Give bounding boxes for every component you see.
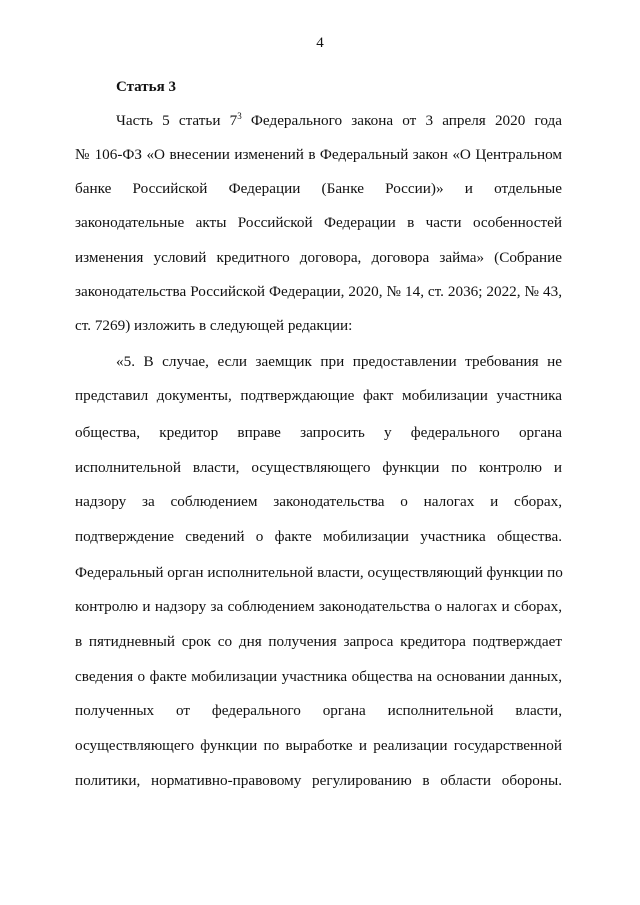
paragraph-line: «5. В случае, если заемщик при предоставлении требования не [116,353,562,370]
paragraph-line: осуществляющего функции по выработке и реализации государственной [75,737,562,754]
paragraph-line: полученных от федерального органа исполнительной власти, [75,702,562,719]
article-title: Статья 3 [116,79,176,95]
paragraph-line: политики, нормативно-правовому регулированию в области обороны. [75,772,562,789]
paragraph-line: законодательные акты Российской Федерации в части особенностей [75,214,562,231]
paragraph-line: контролю и надзору за соблюдением законодательства о налогах и сборах, [75,598,562,615]
paragraph-line: № 106-ФЗ «О внесении изменений в Федеральный закон «О Центральном [75,146,562,163]
paragraph-line: подтверждение сведений о факте мобилизации участника общества. [75,528,562,545]
superscript: 3 [237,110,242,121]
paragraph-line: ст. 7269) изложить в следующей редакции: [75,317,353,334]
paragraph-line: надзору за соблюдением законодательства о налогах и сборах, [75,493,562,510]
paragraph-line: Федеральный орган исполнительной власти, осуществляющий функции по [75,564,563,581]
paragraph-line [116,112,562,130]
text-fragment: Часть 5 статьи 7 [116,112,238,129]
paragraph-line: банке Российской Федерации (Банке России)» и отдельные [75,180,562,197]
text-fragment: Федерального закона от 3 апреля 2020 года [241,112,562,129]
paragraph-line: сведения о факте мобилизации участника общества на основании данных, [75,668,562,685]
paragraph-line: изменения условий кредитного договора, договора займа» (Собрание [75,249,562,266]
paragraph-line: представил документы, подтверждающие факт мобилизации участника [75,387,562,404]
paragraph-line: общества, кредитор вправе запросить у федерального органа [75,424,562,441]
paragraph-line: законодательства Российской Федерации, 2020, № 14, ст. 2036; 2022, № 43, [75,283,562,300]
paragraph-line: в пятидневный срок со дня получения запроса кредитора подтверждает [75,633,562,650]
paragraph-line: исполнительной власти, осуществляющего функции по контролю и [75,459,562,476]
page-number: 4 [316,35,324,51]
